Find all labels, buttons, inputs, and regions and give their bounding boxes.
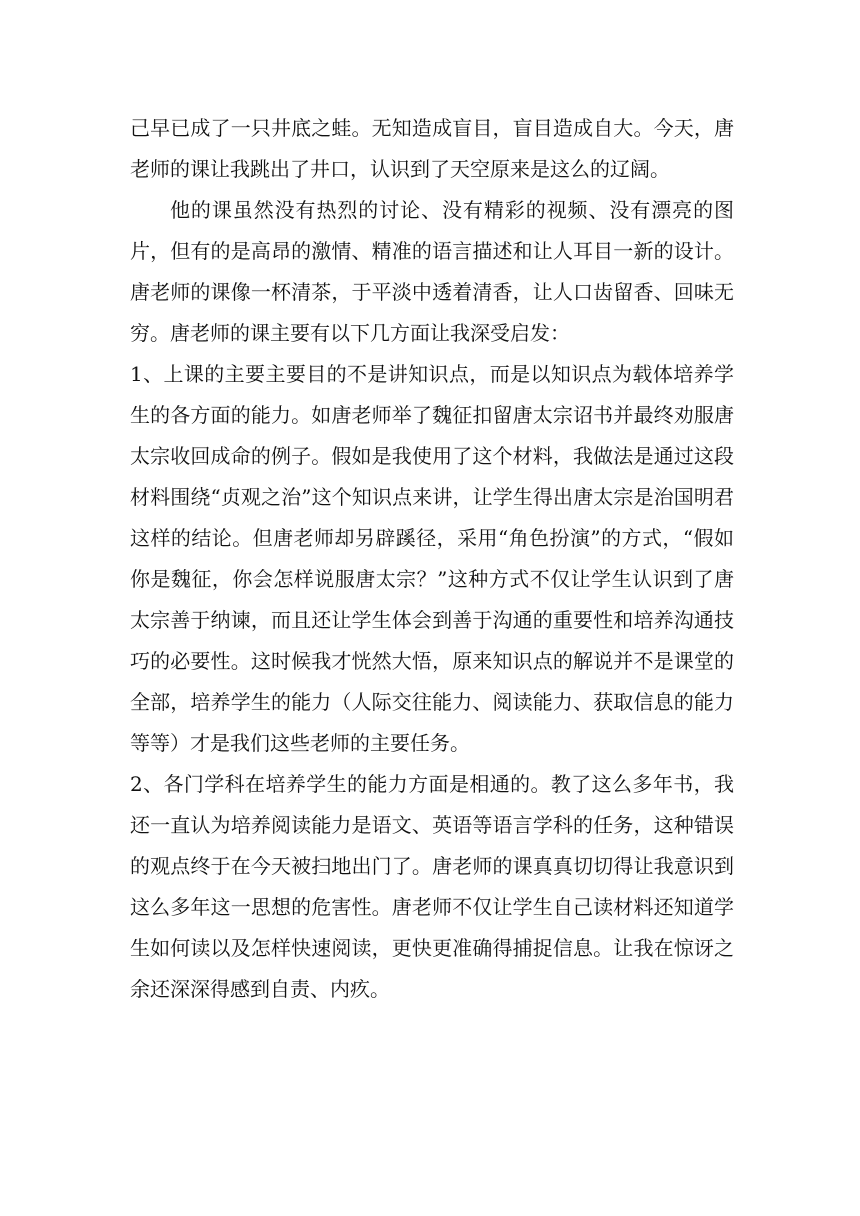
paragraph-lesson-impression: 他的课虽然没有热烈的讨论、没有精彩的视频、没有漂亮的图片，但有的是高昂的激情、精准的语言描述和让人耳目一新的设计。唐老师的课像一杯清茶，于平淡中透着清香，让人口齿留香、回味无穷。唐老师的课主要有以下几方面让我深受启发：: [130, 198, 734, 345]
paragraph-point-1: 1、上课的主要主要目的不是讲知识点，而是以知识点为载体培养学生的各方面的能力。如唐老师举了魏征扣留唐太宗诏书并最终劝服唐太宗收回成命的例子。假如是我使用了这个材料，我做法是通过这段材料围绕“贞观之治”这个知识点来讲，让学生得出唐太宗是治国明君这样的结论。但唐老师却另辟蹊径，采用“角色扮演”的方式，“假如你是魏征，你会怎样说服唐太宗？”这种方式不仅让学生认识到了唐太宗善于纳谏，而且还让学生体会到善于沟通的重要性和培养沟通技巧的必要性。这时候我才恍然大悟，原来知识点的解说并不是课堂的全部，培养学生的能力（人际交往能力、阅读能力、获取信息的能力等等）才是我们这些老师的主要任务。: [130, 362, 734, 755]
document-body: [130, 108, 734, 1010]
paragraph-point-2: 2、各门学科在培养学生的能力方面是相通的。教了这么多年书，我还一直认为培养阅读能力是语文、英语等语言学科的任务，这种错误的观点终于在今天被扫地出门了。唐老师的课真真切切得让我意识到这么多年这一思想的危害性。唐老师不仅让学生自己读材料还知道学生如何读以及怎样快速阅读，更快更准确得捕捉信息。让我在惊讶之余还深深得感到自责、内疚。: [130, 772, 734, 1001]
paragraph-continued-reflection: 己早已成了一只井底之蛙。无知造成盲目，盲目造成自大。今天，唐老师的课让我跳出了井口，认识到了天空原来是这么的辽阔。: [130, 116, 734, 181]
